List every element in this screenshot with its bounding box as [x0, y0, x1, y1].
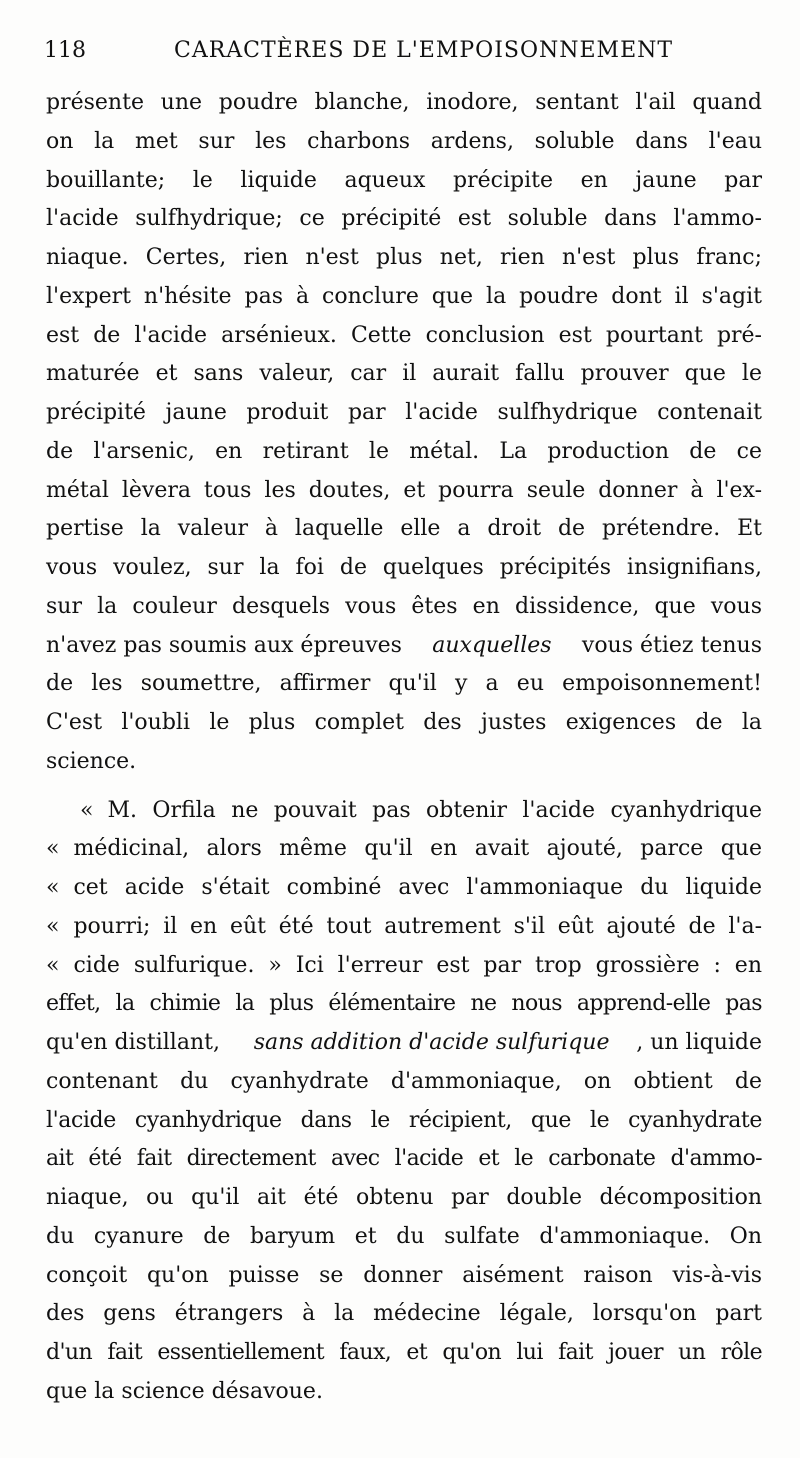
- text-segment: vous étiez tenus: [574, 632, 762, 658]
- quote-mark: «: [46, 913, 60, 939]
- text-segment: qu'en distillant,: [46, 1030, 227, 1055]
- text-line: du cyanure de baryum et du sulfate d'ammoniaque. On: [46, 1223, 762, 1249]
- text-segment: , un liquide: [636, 1030, 762, 1055]
- text-line: métal lèvera tous les doutes, et pourra seule donner à l'ex-: [46, 477, 762, 503]
- quote-line: [46, 792, 762, 831]
- text-line-with-italic: [46, 627, 762, 666]
- text-line: vous voulez, sur la foi de quelques précipités insignifians,: [46, 555, 762, 580]
- quote-mark: «: [80, 797, 94, 823]
- text-line: des gens étrangers à la médecine légale, lorsqu'on part: [46, 1301, 762, 1327]
- page-number: 118: [44, 38, 86, 63]
- quote-line: [46, 830, 762, 869]
- italic-term: sans addition d'acide sulfurique: [253, 1030, 610, 1055]
- quote-mark: «: [46, 952, 60, 978]
- quote-text: pourri; il en eût été tout autrement s'il eût ajouté de l'a-: [73, 913, 762, 939]
- text-line: que la science désavoue.: [46, 1378, 323, 1404]
- text-line: science.: [46, 748, 137, 774]
- text-line: ait été fait directement avec l'acide et le carbonate d'ammo-: [46, 1146, 762, 1172]
- text-line: d'un fait essentiellement faux, et qu'on lui fait jouer un rôle: [46, 1340, 762, 1365]
- quote-text: M. Orfila ne pouvait pas obtenir l'acide cyanhydrique: [107, 797, 762, 823]
- quote-text: cet acide s'était combiné avec l'ammoniaque du liquide: [73, 875, 762, 900]
- text-line: niaque, ou qu'il ait été obtenu par double décomposition: [46, 1185, 762, 1210]
- text-line: niaque. Certes, rien n'est plus net, rien n'est plus franc;: [46, 245, 762, 270]
- italic-term: auxquelles: [432, 632, 552, 658]
- text-line: est de l'acide arsénieux. Cette conclusion est pourtant pré-: [46, 322, 762, 348]
- text-line: effet, la chimie la plus élémentaire ne nous apprend-elle pas: [46, 991, 762, 1017]
- quote-line: [46, 869, 762, 908]
- text-line: conçoit qu'on puisse se donner aisément raison vis-à-vis: [46, 1262, 762, 1288]
- text-line: C'est l'oubli le plus complet des justes exigences de la: [46, 710, 762, 735]
- text-line: contenant du cyanhydrate d'ammoniaque, on obtient de: [46, 1068, 762, 1094]
- text-line: l'acide cyanhydrique dans le récipient, que le cyanhydrate: [46, 1107, 762, 1133]
- text-line: de l'arsenic, en retirant le métal. La production de ce: [46, 438, 762, 464]
- quote-text: médicinal, alors même qu'il en avait ajouté, parce que: [73, 836, 762, 862]
- text-line: on la met sur les charbons ardens, soluble dans l'eau: [46, 128, 762, 154]
- text-line: pertise la valeur à laquelle elle a droit de prétendre. Et: [46, 516, 762, 542]
- text-line: sur la couleur desquels vous êtes en dissidence, que vous: [46, 593, 762, 619]
- text-line: bouillante; le liquide aqueux précipite en jaune par: [46, 167, 762, 193]
- text-line-with-italic: [46, 1024, 762, 1063]
- text-line: l'acide sulfhydrique; ce précipité est soluble dans l'ammo-: [46, 206, 762, 232]
- text-line: de les soumettre, affirmer qu'il y a eu empoisonnement!: [46, 671, 762, 697]
- quote-mark: «: [46, 836, 60, 862]
- text-line: l'expert n'hésite pas à conclure que la poudre dont il s'agit: [46, 283, 762, 309]
- text-line: présente une poudre blanche, inodore, sentant l'ail quand: [46, 90, 762, 115]
- running-title: CARACTÈRES DE L'EMPOISONNEMENT: [174, 38, 674, 63]
- text-line: maturée et sans valeur, car il aurait fallu prouver que le: [46, 361, 762, 387]
- text-segment: n'avez pas soumis aux épreuves: [46, 632, 409, 658]
- quote-text: cide sulfurique. » Ici l'erreur est par trop grossière : en: [73, 952, 762, 978]
- quote-mark: «: [46, 875, 60, 900]
- quote-line: [46, 947, 762, 986]
- running-head: [44, 38, 750, 78]
- quote-line: [46, 908, 762, 947]
- paragraph-gap: [46, 782, 762, 792]
- text-line: précipité jaune produit par l'acide sulfhydrique contenait: [46, 400, 762, 425]
- body-text: [46, 84, 762, 1412]
